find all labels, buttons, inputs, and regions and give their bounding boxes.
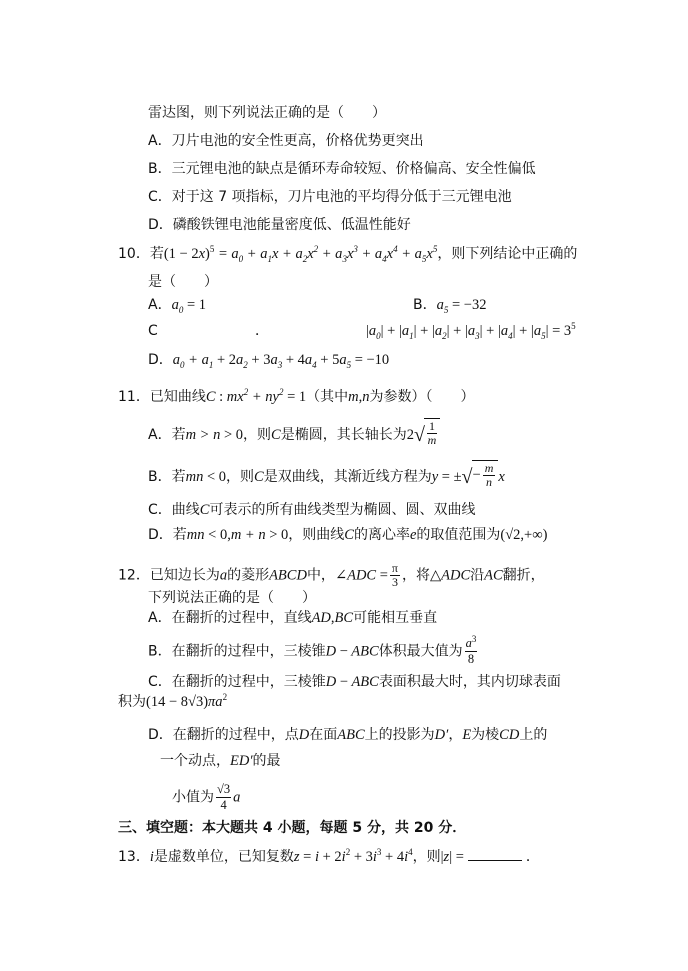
q11-stem: 11．已知曲线C : $mx^2 + ny^2 = 1$（其中m,n为参数）（ ） (118, 387, 475, 405)
q10-option-c-expr: $|a_0| + |a_1| + |a_2| + |a_3| + |a_4| + |a_5| = 3^5$ (366, 321, 576, 341)
q13-stem: 13．i是虚数单位，已知复数$z = i + 2i^2 + 3i^3 + 4i^4$，则|z| = ． (118, 847, 540, 865)
q10-option-b: B．$a_5 = -32$ (413, 297, 487, 315)
q12-option-d: D．在翻折的过程中，点D在面ABC上的投影为D′，E为棱CD上的 (148, 727, 548, 743)
q10-option-a: A．$a_0 = 1$ (148, 297, 207, 315)
q12-option-c: C．在翻折的过程中，三棱锥D − ABC表面积最大时，其内切球表面 (148, 674, 561, 690)
q13-answer-blank (468, 846, 522, 861)
q10-stem-line2: 是（ ） (148, 274, 218, 290)
q12-stem-line2: 下列说法正确的是（ ） (148, 590, 316, 606)
q11-option-a: A．若m > n > 0，则C是椭圆，其长轴长为2 √ $\frac{1}{m}$ (148, 418, 440, 452)
q12-option-d-line3: 小值为 $\frac{√3}{4}$ a (172, 782, 241, 812)
q11-option-d: D．若mn < 0,m + n > 0，则曲线C的离心率e的取值范围为(√2,+∞) (148, 527, 548, 543)
q10-option-d: D．$a_0 + a_1 + 2a_2 + 3a_3 + 4a_4 + 5a_5 = -10$ (148, 352, 390, 370)
q10-stem: 10．若$(1 - 2x)^5 = a_0 + a_1x + a_2x^2 + a_3x^3 + a_4x^4 + a_5x^5$，则下列结论中正确的 (118, 244, 578, 264)
q12-option-d-line2: 一个动点，ED′的最 (160, 753, 281, 769)
q9-option-c: C．对于这 7 项指标，刀片电池的平均得分低于三元锂电池 (148, 189, 512, 205)
q9-stem: 雷达图，则下列说法正确的是（ ） (148, 105, 386, 121)
q12-stem: 12．已知边长为a的菱形ABCD中，∠ADC = $\frac{\pi}{3}$ ，将△ADC沿AC翻折， (118, 561, 545, 589)
section-3-heading: 三、填空题：本大题共 4 小题，每题 5 分，共 20 分． (118, 820, 467, 836)
q12-option-c-line2: 积为$(14 - 8√3)\pi a^2$ (118, 692, 228, 710)
q10-option-c-dot: ． (255, 323, 269, 339)
q10-option-c-label: C (148, 323, 158, 339)
q9-option-b: B．三元锂电池的缺点是循环寿命较短、价格偏高、安全性偏低 (148, 161, 536, 177)
q9-option-a: A．刀片电池的安全性更高，价格优势更突出 (148, 133, 424, 149)
q11-option-c: C．曲线C可表示的所有曲线类型为椭圆、圆、双曲线 (148, 502, 476, 518)
q11-option-b: B．若mn < 0，则C是双曲线，其渐近线方程为y = ± √ − $\frac{m}{n}$ x (148, 460, 505, 494)
q12-option-b: B．在翻折的过程中，三棱锥D − ABC体积最大值为 $\frac{a^3}{8}$ (148, 633, 477, 666)
q12-option-a: A．在翻折的过程中，直线AD,BC可能相互垂直 (148, 610, 438, 626)
q9-option-d: D．磷酸铁锂电池能量密度低、低温性能好 (148, 217, 411, 233)
